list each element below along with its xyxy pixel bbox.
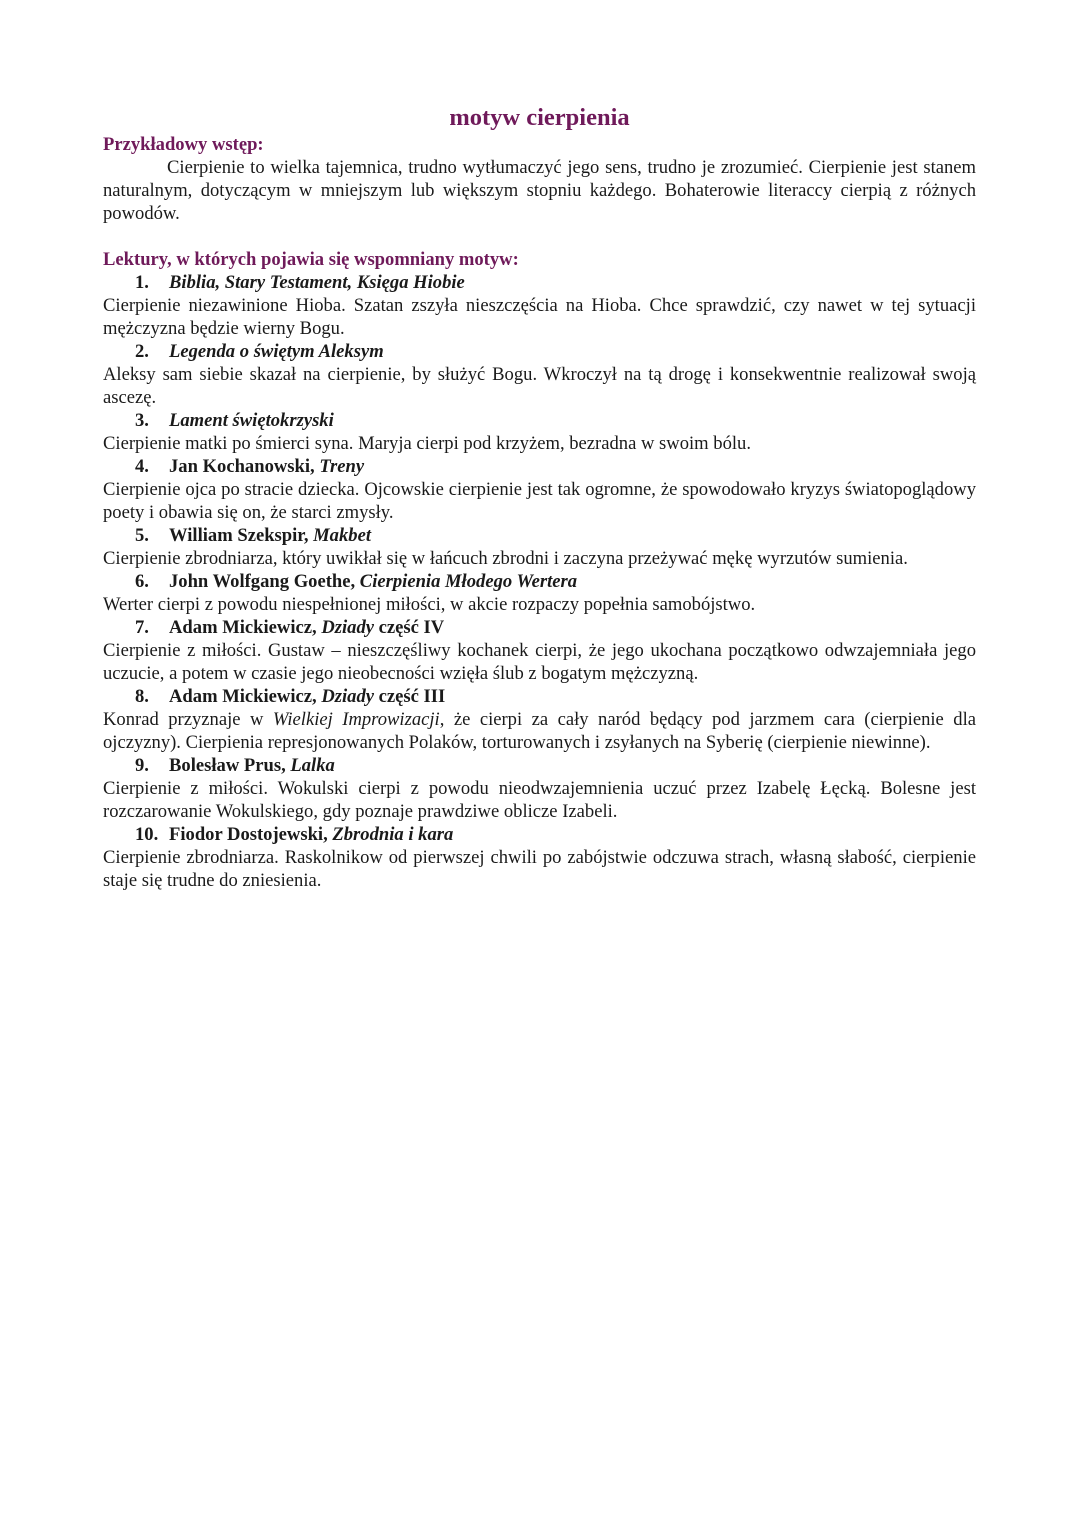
reading-description: Cierpienie niezawinione Hioba. Szatan zszyła nieszczęścia na Hioba. Chce sprawdzić, czy nawet w tej sytuacji mężczyzna będzie wierny Bogu. xyxy=(103,295,976,339)
reading-title xyxy=(103,271,976,294)
reading-number: 4. xyxy=(135,456,149,477)
reading-work: Zbrodnia i kara xyxy=(332,824,454,845)
reading-title xyxy=(103,754,976,777)
reading-title xyxy=(103,524,976,547)
spacer xyxy=(103,225,976,248)
reading-description: Cierpienie z miłości. Gustaw – nieszczęśliwy kochanek cierpi, że jego ukochana początkowo odwzajemniała jego uczucie, a potem w czasie jego nieobecności wzięła ślub z bogatym mężczyzną. xyxy=(103,640,976,684)
reading-author: Adam Mickiewicz, xyxy=(169,617,322,638)
reading-author: William Szekspir, xyxy=(169,525,314,546)
reading-work: Legenda o świętym Aleksym xyxy=(169,341,384,362)
reading-number: 10. xyxy=(135,824,159,845)
reading-number: 1. xyxy=(135,272,149,293)
reading-author: Fiodor Dostojewski, xyxy=(169,824,333,845)
reading-part: część IV xyxy=(374,617,445,638)
reading-number: 6. xyxy=(135,571,149,592)
reading-description: Aleksy sam siebie skazał na cierpienie, by służyć Bogu. Wkroczył na tą drogę i konsekwentnie realizował swoją ascezę. xyxy=(103,364,976,408)
intro-paragraph: Cierpienie to wielka tajemnica, trudno wytłumaczyć jego sens, trudno je zrozumieć. Cierpienie jest stanem naturalnym, dotyczącym w mniejszym lub większym stopniu każdego. Bohaterowie literaccy cierpią z różnych powodów. xyxy=(103,157,976,224)
reading-description xyxy=(103,708,976,754)
page-title: motyw cierpienia xyxy=(449,104,630,131)
reading-title xyxy=(103,409,976,432)
reading-author: John Wolfgang Goethe, xyxy=(169,571,360,592)
reading-work: Lament świętokrzyski xyxy=(169,410,334,431)
reading-work: Biblia, Stary Testament, Księga Hiobie xyxy=(169,272,465,293)
reading-number: 7. xyxy=(135,617,149,638)
reading-title xyxy=(103,455,976,478)
reading-number: 8. xyxy=(135,686,149,707)
reading-work: Lalka xyxy=(290,755,335,776)
reading-work: Treny xyxy=(319,456,365,477)
reading-number: 9. xyxy=(135,755,149,776)
reading-title xyxy=(103,340,976,363)
document-content xyxy=(103,103,976,892)
reading-work: Dziady xyxy=(321,617,375,638)
reading-part: część III xyxy=(374,686,446,707)
reading-title xyxy=(103,685,976,708)
reading-author: Adam Mickiewicz, xyxy=(169,686,322,707)
reading-title xyxy=(103,823,976,846)
reading-number: 5. xyxy=(135,525,149,546)
reading-description: Cierpienie matki po śmierci syna. Maryja cierpi pod krzyżem, bezradna w swoim bólu. xyxy=(103,433,752,454)
reading-description: Cierpienie ojca po stracie dziecka. Ojcowskie cierpienie jest tak ogromne, że spowodowało kryzys światopoglądowy poety i obawia się on, że starci zmysły. xyxy=(103,479,976,523)
description-italic-title: Wielkiej Improwizacji xyxy=(272,709,440,730)
reading-work: Makbet xyxy=(313,525,371,546)
reading-work: Dziady xyxy=(321,686,375,707)
intro-heading: Przykładowy wstęp: xyxy=(103,134,264,155)
reading-work: Cierpienia Młodego Wertera xyxy=(359,571,578,592)
reading-description: Cierpienie zbrodniarza, który uwikłał się w łańcuch zbrodni i zaczyna przeżywać mękę wyrzutów sumienia. xyxy=(103,548,908,569)
reading-description: Werter cierpi z powodu niespełnionej miłości, w akcie rozpaczy popełnia samobójstwo. xyxy=(103,594,756,615)
reading-title xyxy=(103,570,976,593)
reading-author: Bolesław Prus, xyxy=(169,755,291,776)
readings-heading: Lektury, w których pojawia się wspomniany motyw: xyxy=(103,249,519,270)
reading-description: Cierpienie zbrodniarza. Raskolnikow od pierwszej chwili po zabójstwie odczuwa strach, własną słabość, cierpienie staje się trudne do zniesienia. xyxy=(103,847,976,891)
description-text: , że cierpi za cały naród będący pod jarzmem cara (cierpienie dla ojczyzny). Cierpienia represjonowanych Polaków, torturowanych i zsyłanych na Syberię (cierpienie niewinne). xyxy=(103,709,976,753)
description-text: Konrad przyznaje w xyxy=(103,709,273,730)
reading-number: 3. xyxy=(135,410,149,431)
reading-number: 2. xyxy=(135,341,149,362)
reading-description: Cierpienie z miłości. Wokulski cierpi z powodu nieodwzajemnienia uczuć przez Izabelę Łęcką. Bolesne jest rozczarowanie Wokulskiego, gdy poznaje prawdziwe oblicze Izabeli. xyxy=(103,778,976,822)
reading-title xyxy=(103,616,976,639)
reading-author: Jan Kochanowski, xyxy=(169,456,320,477)
